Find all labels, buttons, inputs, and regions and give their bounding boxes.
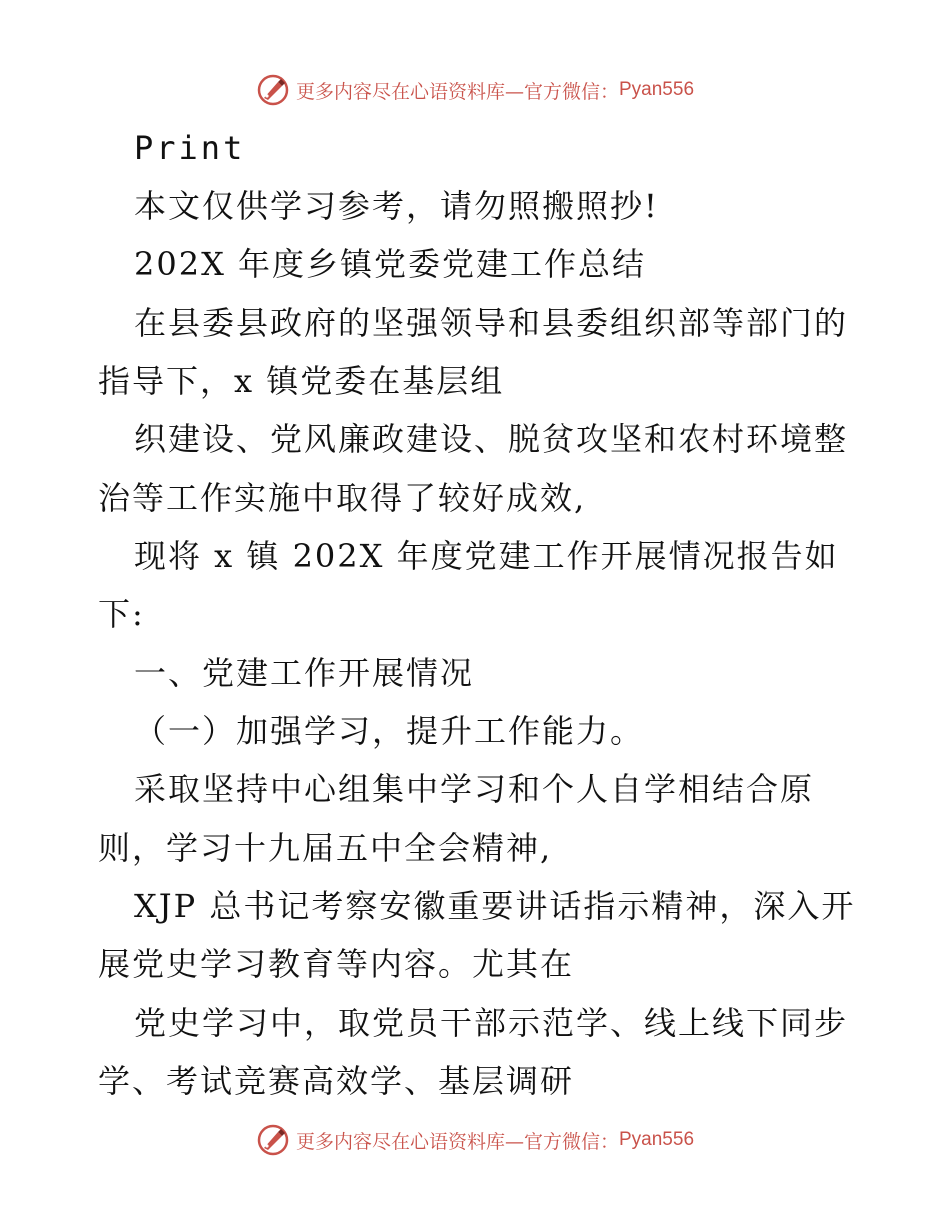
doc-paragraph-line: 展党史学习教育等内容。尤其在 bbox=[98, 945, 575, 983]
doc-paragraph-line: 现将 x 镇 202X 年度党建工作开展情况报告如 bbox=[134, 537, 839, 575]
footer-banner bbox=[0, 1120, 950, 1160]
pen-nib-logo-icon bbox=[256, 1123, 290, 1157]
doc-paragraph-line: 则，学习十九届五中全会精神, bbox=[98, 829, 553, 867]
doc-paragraph-line: 下: bbox=[98, 595, 145, 633]
doc-paragraph-line: 学、考试竞赛高效学、基层调研 bbox=[98, 1062, 575, 1100]
header-banner bbox=[0, 70, 950, 110]
doc-paragraph-line: 党史学习中，取党员干部示范学、线上线下同步 bbox=[134, 1004, 849, 1042]
doc-line-disclaimer: 本文仅供学习参考，请勿照搬照抄! bbox=[134, 187, 659, 225]
header-banner-text: 更多内容尽在心语资料库—官方微信： bbox=[295, 80, 619, 103]
doc-title: 202X 年度乡镇党委党建工作总结 bbox=[134, 245, 647, 283]
doc-section-heading: 一、党建工作开展情况 bbox=[134, 654, 475, 692]
doc-paragraph-line: 在县委县政府的坚强领导和县委组织部等部门的 bbox=[134, 304, 849, 342]
footer-banner-wechat-id: Pyan556 bbox=[619, 1129, 695, 1150]
doc-subsection-heading: （一）加强学习，提升工作能力。 bbox=[134, 712, 645, 750]
footer-banner-text: 更多内容尽在心语资料库—官方微信： bbox=[295, 1130, 619, 1153]
doc-paragraph-line: 织建设、党风廉政建设、脱贫攻坚和农村环境整 bbox=[134, 420, 849, 458]
header-banner-wechat-id: Pyan556 bbox=[619, 79, 695, 100]
doc-paragraph-line: 治等工作实施中取得了较好成效, bbox=[98, 479, 587, 517]
doc-paragraph-line: 指导下，x 镇党委在基层组 bbox=[98, 362, 505, 400]
doc-paragraph-line: 采取坚持中心组集中学习和个人自学相结合原 bbox=[134, 770, 815, 808]
pen-nib-logo-icon bbox=[256, 73, 290, 107]
doc-paragraph-line: XJP 总书记考察安徽重要讲话指示精神，深入开 bbox=[134, 887, 856, 925]
doc-line-print: Print bbox=[134, 129, 246, 167]
